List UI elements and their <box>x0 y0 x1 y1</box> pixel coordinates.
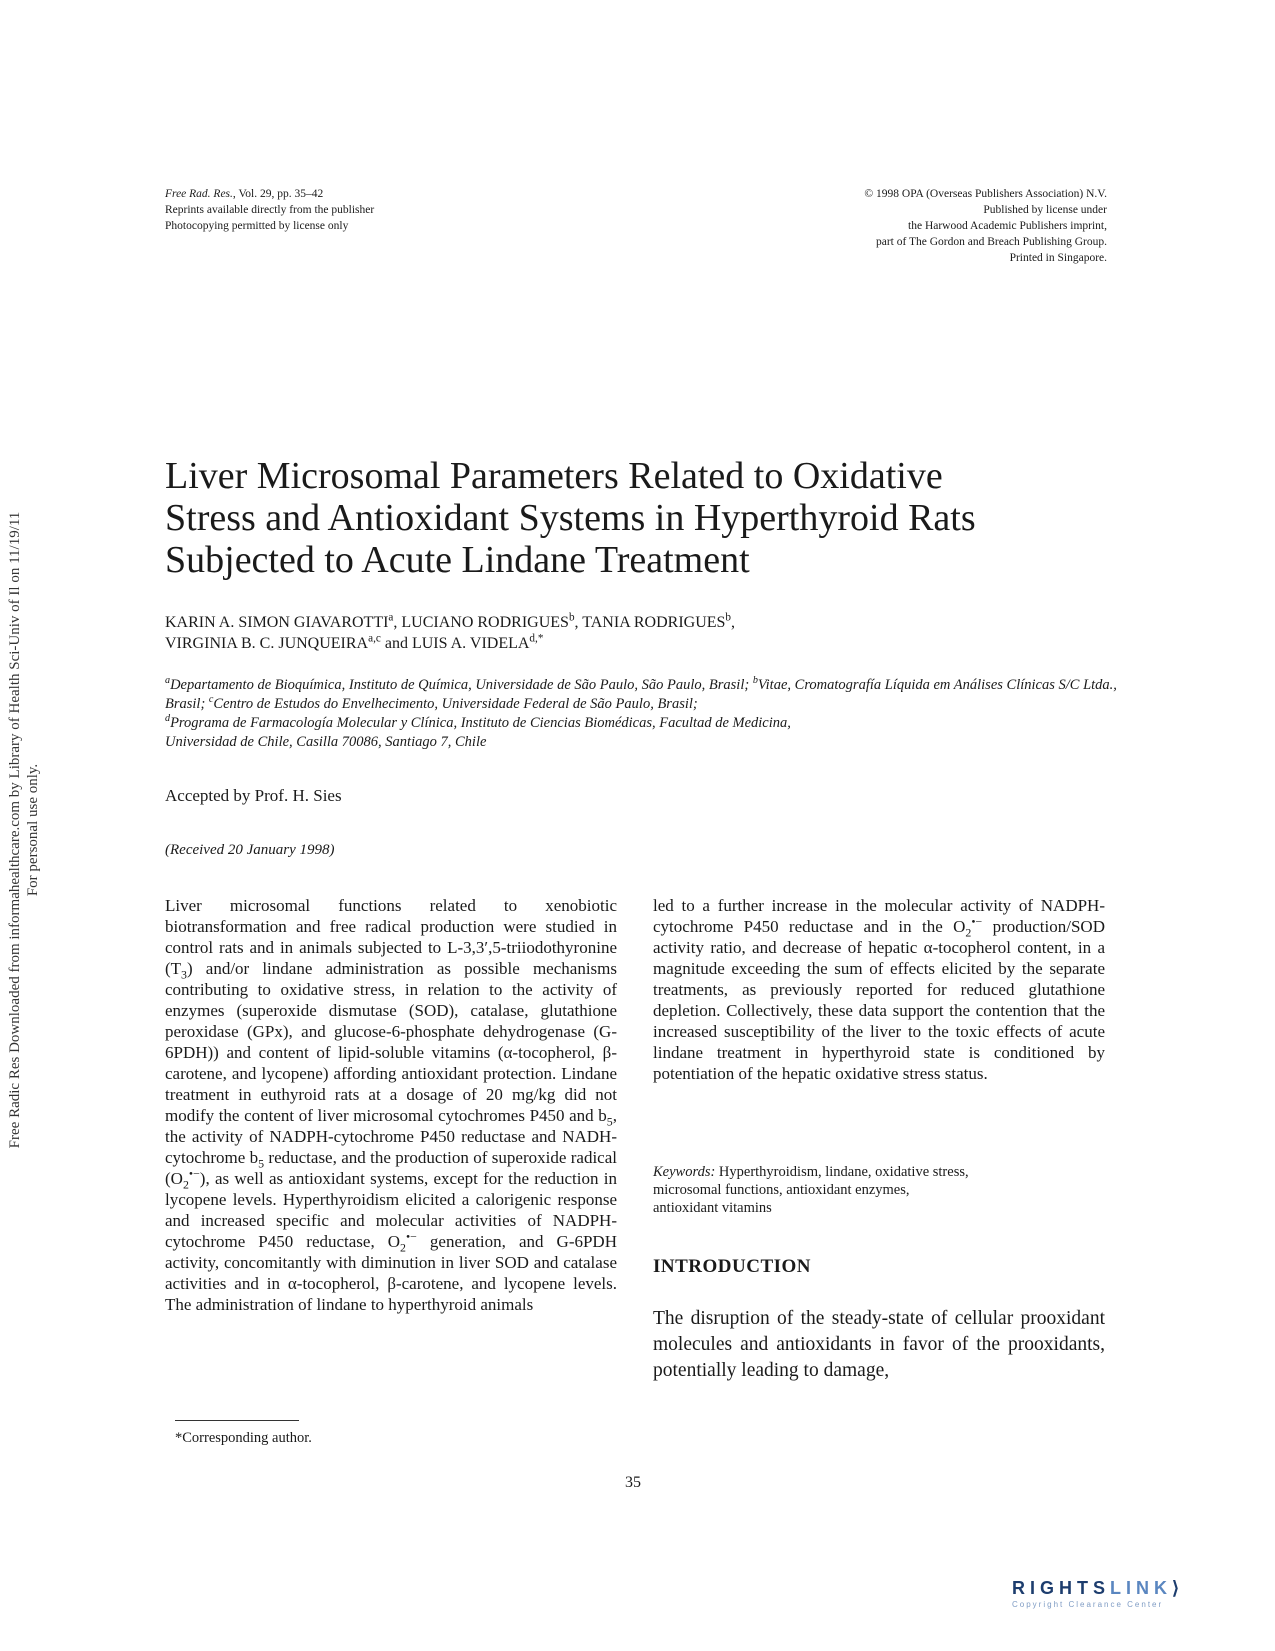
footnote-divider <box>175 1420 299 1421</box>
abstract-text: led to a further increase in the molecular activity of NADPH-cytochrome P450 reductase and in the O <box>653 896 1105 936</box>
affil-d-line-1: Programa de Farmacología Molecular y Clínica, Instituto de Ciencias Biomédicas, Facultad de Medicina, <box>170 715 791 731</box>
photocopy-note: Photocopying permitted by license only <box>165 220 349 232</box>
download-note-line-2: For personal use only. <box>25 763 41 897</box>
affiliations <box>165 676 1125 752</box>
copyright-line: © 1998 OPA (Overseas Publishers Association) N.V. <box>864 188 1107 200</box>
abstract-right-column <box>653 895 1105 1084</box>
journal-volume: , Vol. 29, pp. 35–42 <box>232 188 324 200</box>
author-5-affil: d,* <box>529 632 544 645</box>
publisher-line-2: Published by license under <box>983 204 1107 216</box>
abstract-text: production/SOD activity ratio, and decrease of hepatic α-tocopherol content, in a magnitude exceeding the sum of effects elicited by the separate treatments, as previously reported for reduced glutathione depletion. Collectively, these data support the contention that the increased susceptibility of the liver to the toxic effects of acute lindane treatment in hyperthyroid state is conditioned by potentiation of the hepatic oxidative stress status. <box>653 917 1105 1083</box>
keywords-line-1: Hyperthyroidism, lindane, oxidative stress, <box>715 1164 969 1180</box>
journal-name: Free Rad. Res. <box>165 188 233 200</box>
subscript: 3 <box>181 967 187 982</box>
publisher-line-4: part of The Gordon and Breach Publishing Group. <box>875 236 1107 248</box>
abstract-text: ) and/or lindane administration as possible mechanisms contributing to oxidative stress, in relation to the activity of enzymes (superoxide dismutase (SOD), catalase, glutathione peroxidase (GPx), and glucose-6-phosphate dehydrogenase (G-6PDH)) and content of lipid-soluble vitamins (α-tocopherol, β-carotene, and lycopene) affording antioxidant protection. Lindane treatment in euthyroid rats at a dosage of 20 mg/kg did not modify the content of liver microsomal cytochromes P450 and b <box>165 959 617 1125</box>
rightslink-word-dark: RIGHTS <box>1012 1578 1111 1598</box>
reprints-note: Reprints available directly from the publisher <box>165 204 375 216</box>
subscript: 5 <box>606 1114 613 1129</box>
subscript: 2 <box>182 1177 189 1192</box>
keywords-line-3: antioxidant vitamins <box>653 1200 772 1216</box>
abstract-text: ), as well as antioxidant systems, except for the reduction in lycopene levels. Hyperthyroidism elicited a calorigenic response and increased specific and molecular activities of NADPH-cytochrome P450 reductase, O <box>165 1169 617 1251</box>
introduction-heading: INTRODUCTION <box>653 1256 812 1277</box>
publisher-notice <box>864 186 1107 266</box>
rightslink-word-light: LINK <box>1110 1578 1173 1598</box>
printed-line: Printed in Singapore. <box>1009 252 1107 264</box>
download-watermark <box>0 0 60 1651</box>
subscript: 5 <box>258 1156 265 1171</box>
affil-c: Centro de Estudos do Envelhecimento, Universidade Federal de São Paulo, Brasil; <box>213 696 698 712</box>
corresponding-author-note: *Corresponding author. <box>175 1430 312 1446</box>
introduction-text: The disruption of the steady-state of cellular prooxidant molecules and antioxidants in favor of the prooxidants, potentially leading to damage, <box>653 1308 1105 1381</box>
superscript: •− <box>971 914 983 929</box>
abstract-text: reductase, and the production of superoxide radical (O <box>165 1148 617 1188</box>
accepted-by: Accepted by Prof. H. Sies <box>165 786 342 805</box>
received-date: (Received 20 January 1998) <box>165 842 335 858</box>
affil-a-mark: a <box>165 675 171 687</box>
abstract-left-column <box>165 895 617 1315</box>
affil-c-mark: c <box>208 694 214 706</box>
publisher-line-3: the Harwood Academic Publishers imprint, <box>908 220 1107 232</box>
affil-a: Departamento de Bioquímica, Instituto de Química, Universidade de São Paulo, São Paulo, Brasil; <box>170 677 753 693</box>
keywords-line-2: microsomal functions, antioxidant enzymes, <box>653 1182 910 1198</box>
keywords <box>653 1163 1105 1217</box>
subscript: 2 <box>965 925 972 940</box>
author-3: , TANIA RODRIGUES <box>574 614 726 631</box>
abstract-text: generation, and G-6PDH activity, concomitantly with diminution in liver SOD and catalase activities and in α-tocopherol, β-carotene, and lycopene levels. The administration of lindane to hyperthyroid animals <box>165 1232 617 1314</box>
superscript: •− <box>188 1166 200 1181</box>
author-list <box>165 612 1125 654</box>
affil-b: Vitae, Cromatografía Líquida em Análises Clínicas S/C Ltda., Brasil; <box>165 677 1117 712</box>
journal-citation <box>165 186 374 234</box>
title-line-3: Subjected to Acute Lindane Treatment <box>165 539 750 581</box>
rightslink-logo[interactable] <box>1012 1578 1252 1614</box>
article-title <box>165 455 1125 581</box>
rightslink-arrow-icon: ⟩ <box>1172 1578 1185 1598</box>
page-number: 35 <box>625 1474 641 1491</box>
author-3-affil: b <box>725 611 732 624</box>
affil-b-mark: b <box>752 675 758 687</box>
affil-d-mark: d <box>165 713 171 725</box>
author-1-affil: a <box>388 611 394 624</box>
affil-d-line-2: Universidad de Chile, Casilla 70086, Santiago 7, Chile <box>165 734 487 750</box>
abstract-text: Liver microsomal functions related to xenobiotic biotransformation and free radical production were studied in control rats and in animals subjected to L-3,3′,5-triiodothyronine (T <box>165 896 617 978</box>
author-5: and LUIS A. VIDELA <box>380 635 530 652</box>
subscript: 2 <box>400 1240 406 1255</box>
author-4-affil: a,c <box>368 632 381 645</box>
author-sep: , <box>731 614 736 631</box>
keywords-label: Keywords: <box>653 1164 716 1180</box>
author-1: KARIN A. SIMON GIAVAROTTI <box>165 614 389 631</box>
abstract-text: , the activity of NADPH-cytochrome P450 reductase and NADH-cytochrome b <box>165 1106 617 1167</box>
download-note-line-1: Free Radic Res Downloaded from informahealthcare.com by Library of Health Sci-Univ of Il on 11/19/11 <box>7 511 23 1149</box>
author-2-affil: b <box>568 611 575 624</box>
title-line-2: Stress and Antioxidant Systems in Hyperthyroid Rats <box>165 497 976 539</box>
superscript: •− <box>406 1229 417 1244</box>
author-2: , LUCIANO RODRIGUES <box>393 614 569 631</box>
title-line-1: Liver Microsomal Parameters Related to Oxidative <box>165 455 943 497</box>
rightslink-subtitle: Copyright Clearance Center <box>1012 1600 1164 1609</box>
author-4: VIRGINIA B. C. JUNQUEIRA <box>165 635 369 652</box>
